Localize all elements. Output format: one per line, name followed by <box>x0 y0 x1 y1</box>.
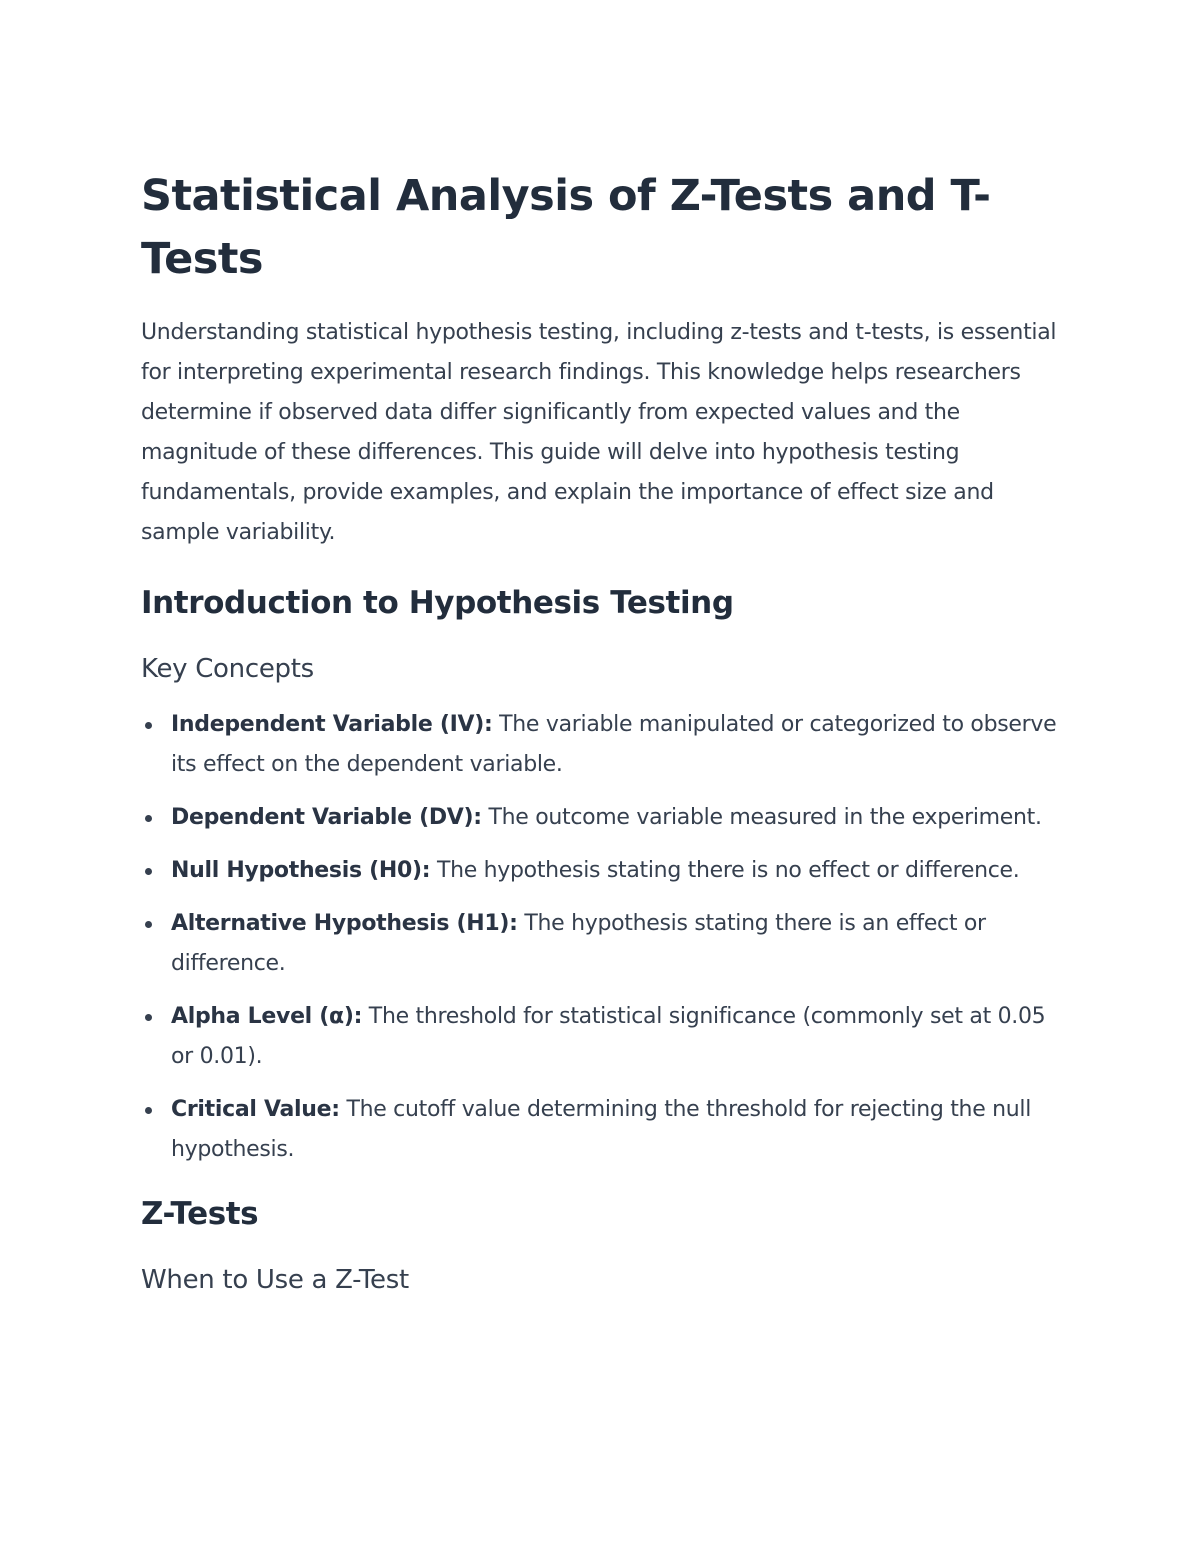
list-item-alternative-hypothesis <box>141 904 1066 984</box>
list-item-text: The hypothesis stating there is an effect or difference. <box>171 911 986 976</box>
list-item-text: The hypothesis stating there is no effect or difference. <box>430 858 1020 883</box>
list-item-text: The variable manipulated or categorized to observe its effect on the dependent variable. <box>171 712 1057 777</box>
list-item-term: Critical Value: <box>171 1097 340 1122</box>
list-item-term: Alpha Level (α): <box>171 1004 363 1029</box>
bullet-icon <box>145 815 152 822</box>
list-item-independent-variable <box>141 705 1066 785</box>
list-item-term: Independent Variable (IV): <box>171 712 493 737</box>
intro-paragraph: Understanding statistical hypothesis testing, including z-tests and t-tests, is essential for interpreting experimental research findings. This knowledge helps researchers determine if observed data differ significantly from expected values and the magnitude of these differences. This guide will delve into hypothesis testing fundamentals, provide examples, and explain the importance of effect size and sample variability. <box>141 320 1057 545</box>
list-item-critical-value <box>141 1090 1066 1170</box>
bullet-icon <box>145 1014 152 1021</box>
list-item-term: Alternative Hypothesis (H1): <box>171 911 518 936</box>
document-page <box>141 165 1066 1302</box>
list-item-term: Dependent Variable (DV): <box>171 805 482 830</box>
bullet-icon <box>145 921 152 928</box>
list-item-dependent-variable <box>141 798 1066 838</box>
bullet-icon <box>145 1107 152 1114</box>
bullet-icon <box>145 868 152 875</box>
list-item-term: Null Hypothesis (H0): <box>171 858 431 883</box>
bullet-icon <box>145 722 152 729</box>
section-heading-z-tests: Z-Tests <box>141 1196 259 1232</box>
page-title: Statistical Analysis of Z-Tests and T-Tests <box>141 171 991 284</box>
list-item-text: The threshold for statistical significance (commonly set at 0.05 or 0.01). <box>171 1004 1046 1069</box>
list-item-null-hypothesis <box>141 851 1066 891</box>
list-item-text: The cutoff value determining the threshold for rejecting the null hypothesis. <box>171 1097 1032 1162</box>
list-item-alpha-level <box>141 997 1066 1077</box>
subheading-when-to-use-z-test: When to Use a Z-Test <box>141 1265 409 1295</box>
subheading-key-concepts: Key Concepts <box>141 654 314 684</box>
section-heading-hypothesis-testing: Introduction to Hypothesis Testing <box>141 585 734 621</box>
key-concepts-list <box>141 705 1066 1170</box>
list-item-text: The outcome variable measured in the experiment. <box>481 805 1042 830</box>
